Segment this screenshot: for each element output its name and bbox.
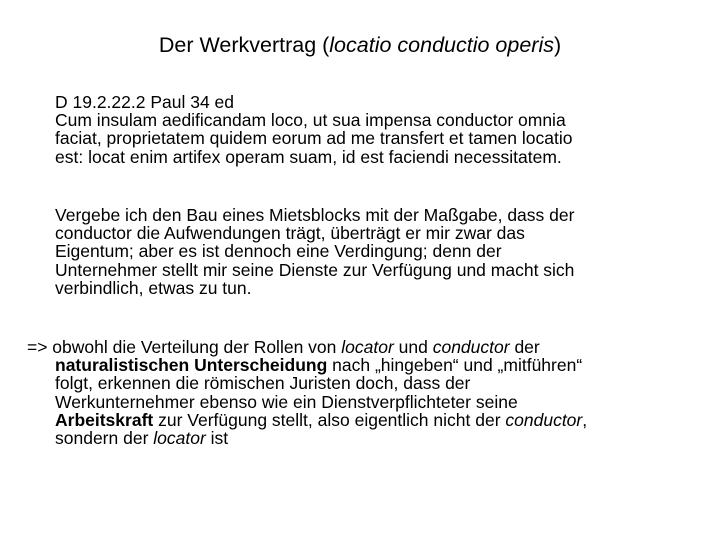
conclusion-line: folgt, erkennen die römischen Juristen doch, dass der — [55, 373, 471, 394]
conclusion-text: ist — [205, 427, 229, 448]
german-translation-block — [55, 206, 574, 297]
title-text: Der Werkvertrag ( — [158, 33, 330, 57]
latin-source-block — [55, 93, 572, 166]
conclusion-line — [27, 411, 587, 429]
conclusion-block — [27, 338, 587, 447]
term-conductor: conductor — [505, 409, 583, 430]
emphasis-text: naturalistischen Unterscheidung — [55, 355, 328, 376]
conclusion-line — [27, 338, 587, 356]
title-latin-term: locatio conductio operis — [329, 33, 554, 57]
slide-title — [0, 30, 720, 60]
conclusion-text: , — [582, 409, 588, 430]
term-conductor: conductor — [432, 337, 510, 357]
latin-line: faciat, proprietatem quidem eorum ad me transfert et tamen locatio — [55, 128, 573, 149]
conclusion-line: Werkunternehmer ebenso wie ein Dienstverpflichteter seine — [55, 391, 518, 412]
conclusion-text: zur Verfügung stellt, also eigentlich nicht der — [153, 409, 506, 430]
conclusion-text: nach „hingeben“ und „mitführen“ — [327, 355, 583, 376]
translation-line: verbindlich, etwas zu tun. — [55, 277, 252, 298]
conclusion-text: und — [393, 337, 433, 357]
conclusion-text: => obwohl die Verteilung der Rollen von — [27, 337, 342, 357]
latin-line: Cum insulam aedificandam loco, ut sua impensa conductor omnia — [55, 110, 566, 131]
title-closing: ) — [553, 33, 562, 57]
translation-line: Vergebe ich den Bau eines Mietsblocks mit der Maßgabe, dass der — [55, 205, 575, 225]
digest-citation: D 19.2.22.2 Paul 34 ed — [55, 92, 235, 112]
translation-line: Eigentum; aber es ist dennoch eine Verdingung; denn der — [55, 241, 502, 262]
conclusion-line — [27, 356, 587, 374]
term-locator: locator — [341, 337, 394, 357]
emphasis-text: Arbeitskraft — [55, 409, 154, 430]
latin-line: est: locat enim artifex operam suam, id est faciendi necessitatem. — [55, 146, 562, 167]
translation-line: conductor die Aufwendungen trägt, überträgt er mir zwar das — [55, 223, 525, 244]
conclusion-line — [27, 429, 587, 447]
conclusion-text: sondern der — [55, 427, 154, 448]
translation-line: Unternehmer stellt mir seine Dienste zur Verfügung und macht sich — [55, 259, 575, 280]
conclusion-text: der — [509, 337, 540, 357]
term-locator: locator — [153, 427, 206, 448]
